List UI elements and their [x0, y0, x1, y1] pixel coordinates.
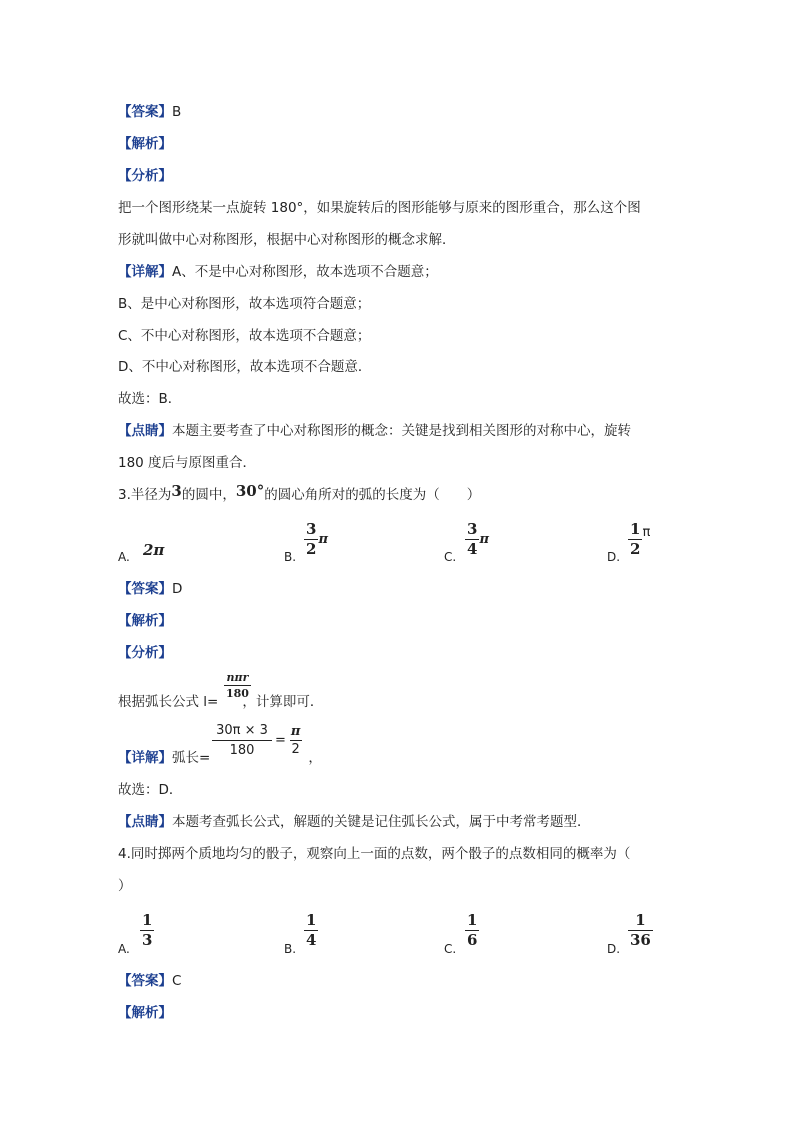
q3-fenxi-line	[118, 692, 323, 712]
answer-tag: 【答案】	[118, 104, 172, 120]
q3-calc-result: $\frac{\pi}{2}$	[290, 724, 301, 757]
q4-option-a-value	[140, 913, 154, 948]
q3-option-c-fraction: $\frac{3}{4}$	[467, 520, 478, 558]
q4-option-c-value	[465, 913, 479, 948]
q3-fenxi-prefix: 根据弧长公式 l=	[118, 694, 219, 710]
question-3-stem	[118, 484, 480, 505]
q3-calc-fraction: $\frac{30\pi \times 3}{180}$	[212, 724, 272, 757]
q3-fenxi-tag: 【分析】	[118, 645, 172, 661]
q3-angle: 30°	[235, 482, 265, 500]
q4-option-c-label: C.	[444, 942, 457, 956]
xiangjie-a-text: A、不是中心对称图形，故本选项不合题意；	[172, 264, 438, 280]
q3-answer-line	[118, 579, 182, 599]
dianjing-tag: 【点睛】	[118, 423, 172, 439]
fenxi-tag: 【分析】	[118, 168, 172, 184]
q3-option-c-value	[465, 522, 489, 557]
xiangjie-line-b: B、是中心对称图形，故本选项符合题意；	[118, 296, 371, 312]
q3-option-d-label: D.	[607, 550, 621, 564]
fenxi-line-1: 把一个图形绕某一点旋转 180°，如果旋转后的图形能够与原来的图形重合，那么这个图	[118, 200, 641, 216]
q3-option-d-value	[628, 522, 650, 557]
question-4-stem-line-2: ）	[118, 878, 132, 894]
q3-xiangjie-tag: 【详解】	[118, 750, 172, 766]
q3-analysis-tag: 【解析】	[118, 613, 172, 629]
q3-prefix: 3.半径为	[118, 487, 172, 503]
q3-xiangjie-prefix: 弧长=	[172, 750, 211, 766]
q4-option-d-fraction: $\frac{1}{36}$	[630, 911, 651, 949]
q3-arc-formula-fraction: $\frac{\text{nπr}}{180}$	[226, 671, 249, 700]
q4-option-a-fraction: $\frac{1}{3}$	[142, 911, 153, 949]
q3-option-b-fraction: $\frac{3}{2}$	[306, 520, 317, 558]
q3-dianjing-line	[118, 812, 591, 832]
dianjing-line-1	[118, 421, 631, 441]
q3-option-a-label: A.	[118, 550, 130, 564]
q4-option-b-fraction: $\frac{1}{4}$	[306, 911, 317, 949]
q3-option-b-value	[304, 522, 328, 557]
dianjing-text-1: 本题主要考查了中心对称图形的概念：关键是找到相关图形的对称中心，旋转	[172, 423, 631, 439]
q4-option-c-fraction: $\frac{1}{6}$	[467, 911, 478, 949]
xiangjie-line-c: C、不中心对称图形，故本选项不合题意；	[118, 328, 371, 344]
q3-option-b-label: B.	[284, 550, 297, 564]
xiangjie-line-d: D、不中心对称图形，故本选项不合题意．	[118, 359, 372, 375]
q3-option-d-fraction: $\frac{1}{2}$	[630, 520, 641, 558]
q3-calc	[212, 724, 302, 757]
choice-line-1: 故选：B．	[118, 391, 182, 407]
q4-option-b-value	[304, 913, 318, 948]
q3-fenxi-suffix: ，计算即可．	[242, 694, 324, 710]
q4-option-d-value	[628, 913, 653, 948]
q3-dianjing-tag: 【点睛】	[118, 814, 172, 830]
q3-dianjing-text: 本题考查弧长公式，解题的关键是记住弧长公式，属于中考常考题型．	[172, 814, 591, 830]
q3-option-c-pi: π	[479, 532, 489, 547]
q4-analysis-tag: 【解析】	[118, 1005, 172, 1021]
q3-calc-equals: =	[275, 733, 286, 748]
q4-option-d-label: D.	[607, 942, 621, 956]
q3-choice-line: 故选：D．	[118, 782, 183, 798]
q4-answer-line	[118, 971, 181, 991]
q3-answer-value: D	[172, 581, 183, 597]
q3-option-a-value: 2π	[143, 541, 165, 559]
xiangjie-line-a	[118, 262, 438, 282]
q3-mid: 的圆中，	[181, 487, 236, 503]
q3-answer-tag: 【答案】	[118, 581, 172, 597]
answer-line-1	[118, 102, 181, 122]
q3-arc-formula	[224, 672, 251, 699]
fenxi-line-2: 形就叫做中心对称图形，根据中心对称图形的概念求解．	[118, 232, 456, 248]
q4-option-a-label: A.	[118, 942, 130, 956]
q4-option-b-label: B.	[284, 942, 297, 956]
q3-option-b-pi: π	[318, 532, 328, 547]
q3-option-c-label: C.	[444, 550, 457, 564]
q4-answer-tag: 【答案】	[118, 973, 172, 989]
q3-xiangjie-suffix: ，	[308, 750, 322, 766]
dianjing-line-2: 180 度后与原图重合．	[118, 455, 257, 471]
q3-radius: 3	[171, 482, 182, 500]
xiangjie-tag: 【详解】	[118, 264, 172, 280]
answer-value: B	[172, 104, 182, 120]
q4-answer-value: C	[172, 973, 182, 989]
q3-suffix: 的圆心角所对的弧的长度为（ ）	[264, 487, 481, 503]
question-4-stem-line-1: 4.同时掷两个质地均匀的骰子，观察向上一面的点数，两个骰子的点数相同的概率为（	[118, 846, 631, 862]
q3-option-d-pi: π	[642, 525, 651, 540]
analysis-tag: 【解析】	[118, 136, 172, 152]
